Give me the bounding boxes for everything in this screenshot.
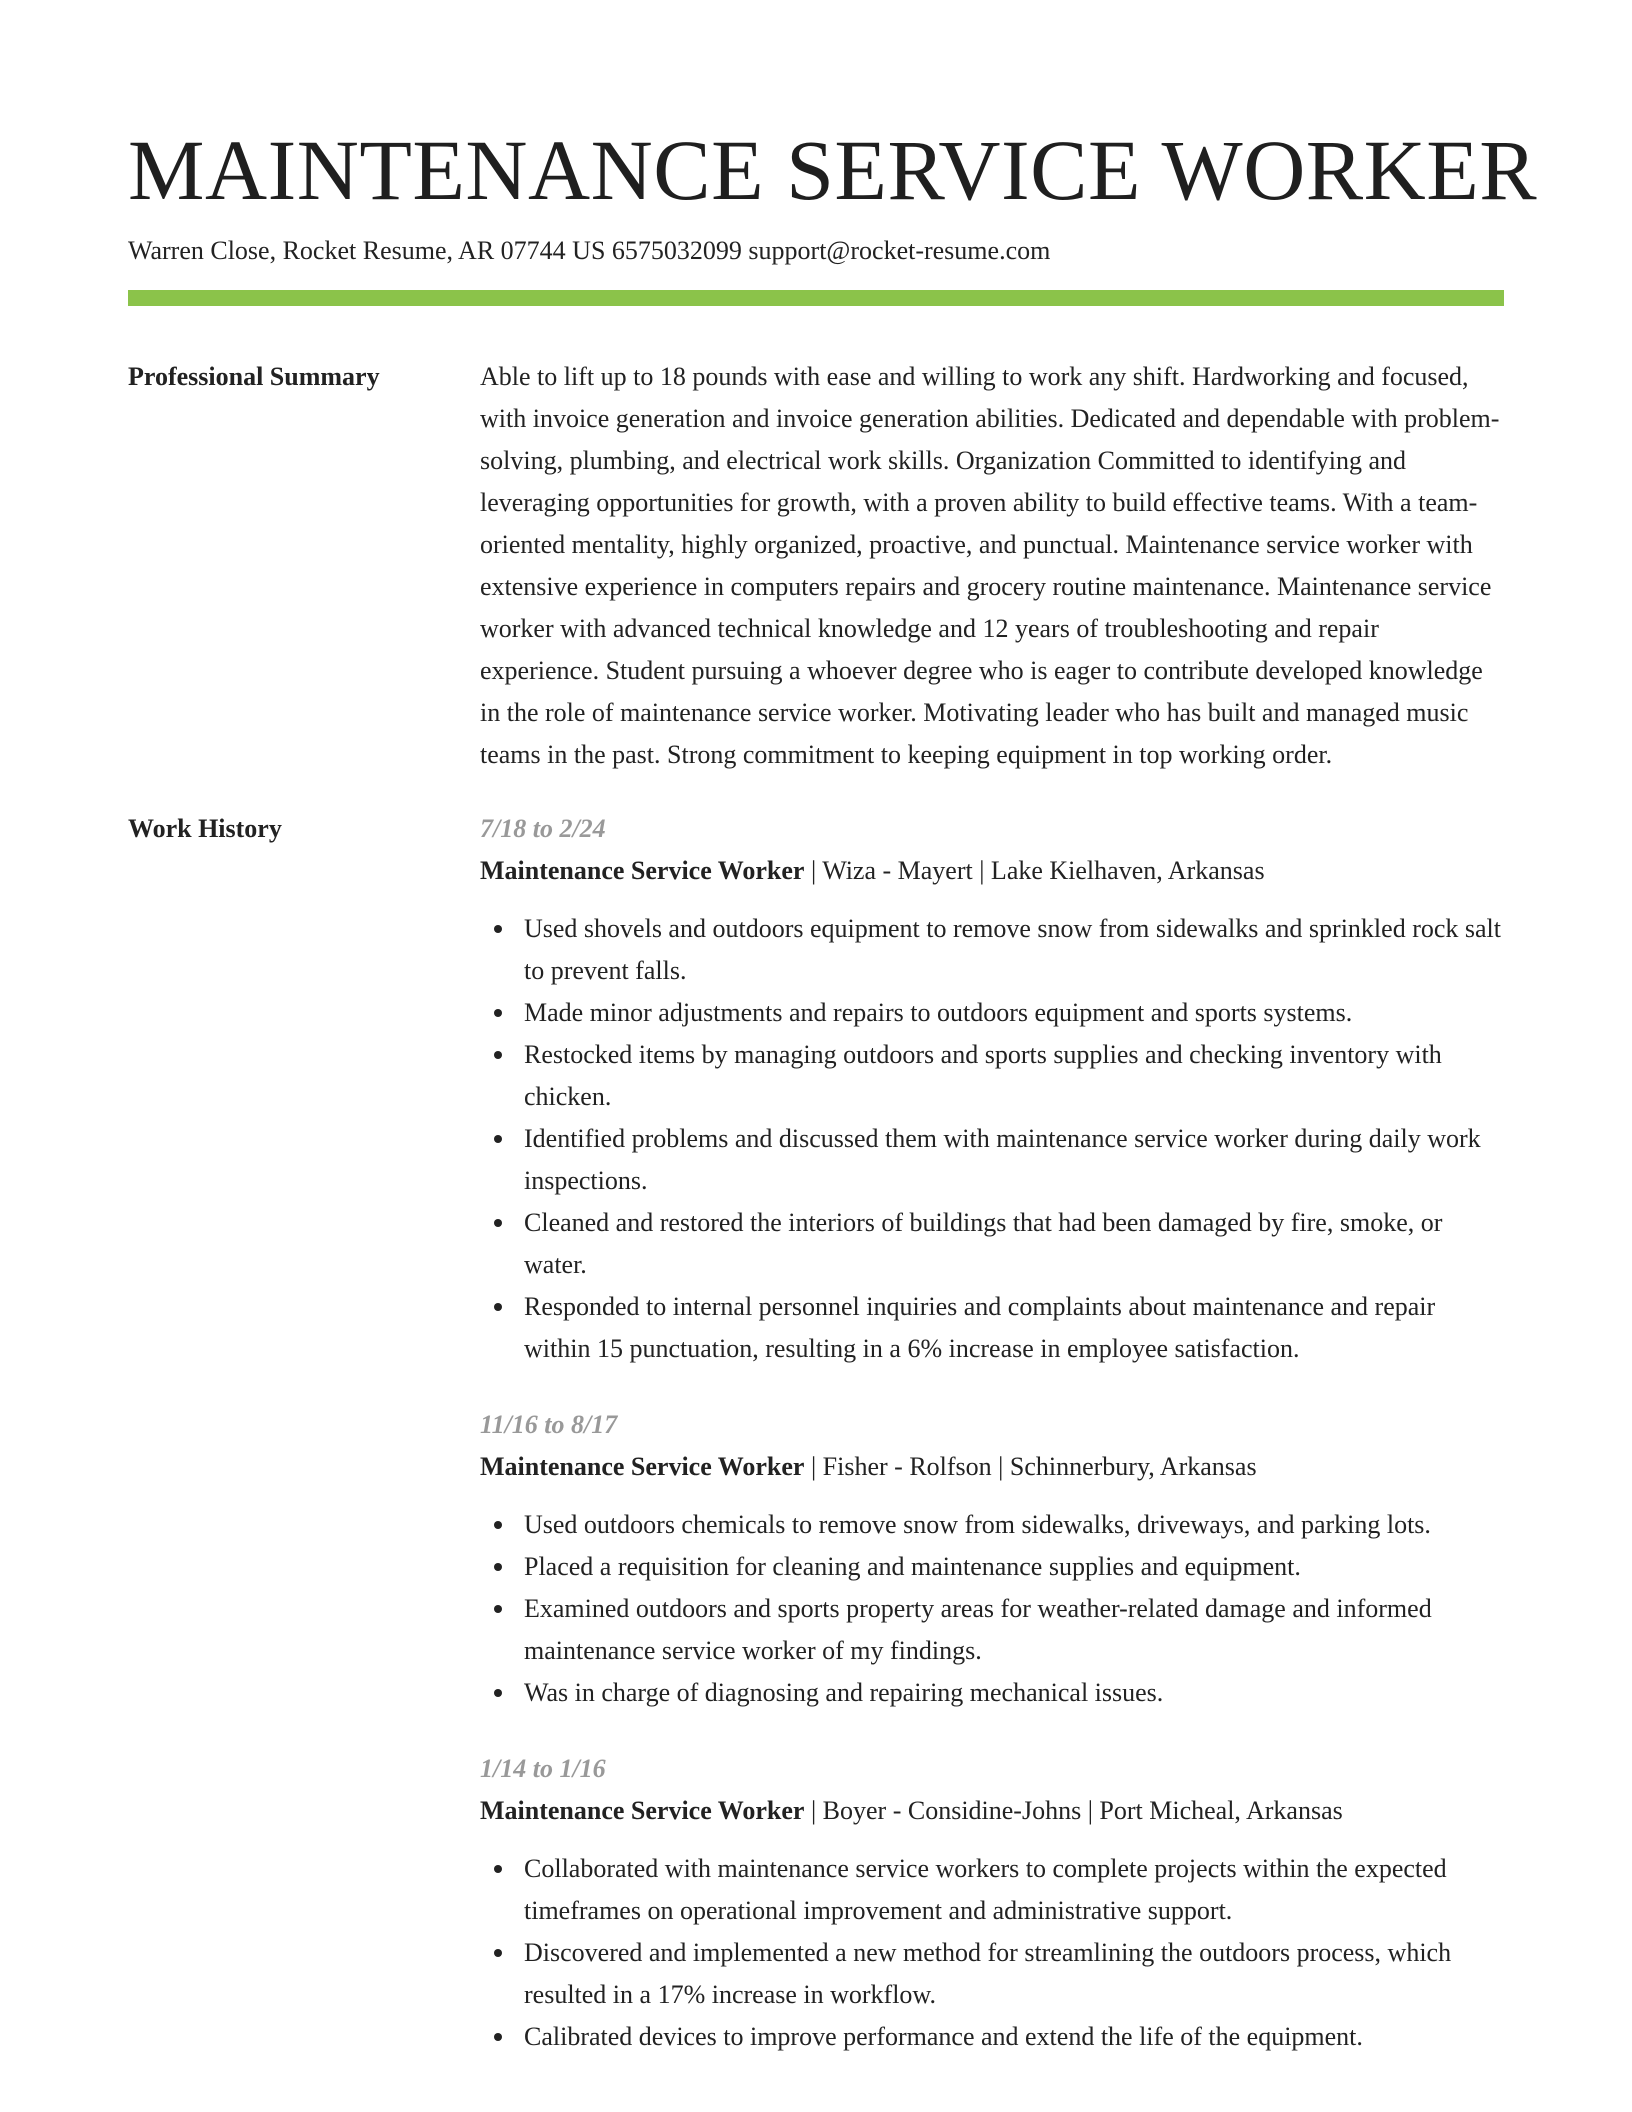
job-bullet-list (480, 1504, 1504, 1714)
job-bullet (480, 1202, 1504, 1286)
contact-email: support@rocket-resume.com (748, 236, 1051, 265)
job-title-line (480, 850, 1504, 892)
bullet-dot-icon (494, 1521, 502, 1529)
job-bullet-text: Collaborated with maintenance service workers to complete projects within the expected timeframes on operational improvement and administrative support. (524, 1854, 1447, 1925)
bullet-dot-icon (494, 1605, 502, 1613)
job-bullet (480, 1286, 1504, 1370)
bullet-dot-icon (494, 1865, 502, 1873)
bullet-dot-icon (494, 1303, 502, 1311)
professional-summary-section (128, 356, 1504, 776)
job-bullet (480, 1672, 1504, 1714)
job-title: Maintenance Service Worker (480, 1796, 805, 1825)
bullet-dot-icon (494, 1689, 502, 1697)
job-bullet (480, 1588, 1504, 1672)
job-title: Maintenance Service Worker (480, 856, 805, 885)
bullet-dot-icon (494, 2033, 502, 2041)
job-company-location: | Wiza - Mayert | Lake Kielhaven, Arkansas (804, 856, 1265, 885)
job-bullet-text: Placed a requisition for cleaning and maintenance supplies and equipment. (524, 1552, 1301, 1581)
work-history-list (480, 808, 1504, 2092)
contact-address: Warren Close, Rocket Resume, AR 07744 US (128, 236, 606, 265)
section-label-summary: Professional Summary (128, 362, 380, 391)
contact-phone: 6575032099 (611, 236, 742, 265)
job-bullet (480, 2016, 1504, 2058)
job-entry (480, 1404, 1504, 1714)
bullet-dot-icon (494, 1563, 502, 1571)
job-bullet-list (480, 1848, 1504, 2058)
bullet-dot-icon (494, 1051, 502, 1059)
job-bullet-text: Was in charge of diagnosing and repairing mechanical issues. (524, 1678, 1164, 1707)
job-entry (480, 808, 1504, 1370)
resume-page (128, 118, 1538, 2092)
job-bullet (480, 1848, 1504, 1932)
summary-text: Able to lift up to 18 pounds with ease and willing to work any shift. Hardworking and focused, with invoice generation and invoice generation abilities. Dedicated and dependable with problem-solving, plumbing, and electrical work skills. Organization Committed to identifying and leveraging opportunities for growth, with a proven ability to build effective teams. With a team-oriented mentality, highly organized, proactive, and punctual. Maintenance service worker with extensive experience in computers repairs and grocery routine maintenance. Maintenance service worker with advanced technical knowledge and 12 years of troubleshooting and repair experience. Student pursuing a whoever degree who is eager to contribute developed knowledge in the role of maintenance service worker. Motivating leader who has built and managed music teams in the past. Strong commitment to keeping equipment in top working order. (480, 362, 1500, 769)
section-label-work-history: Work History (128, 814, 282, 843)
job-date: 11/16 to 8/17 (480, 1410, 618, 1439)
job-bullet-text: Made minor adjustments and repairs to outdoors equipment and sports systems. (524, 998, 1353, 1027)
job-bullet-text: Examined outdoors and sports property areas for weather-related damage and informed maintenance service worker of my findings. (524, 1594, 1432, 1665)
job-bullet (480, 1932, 1504, 2016)
job-bullet (480, 992, 1504, 1034)
job-bullet-list (480, 908, 1504, 1370)
contact-line (128, 234, 1504, 268)
bullet-dot-icon (494, 925, 502, 933)
job-bullet (480, 1118, 1504, 1202)
bullet-dot-icon (494, 1135, 502, 1143)
job-bullet-text: Responded to internal personnel inquiries and complaints about maintenance and repair within 15 punctuation, resulting in a 6% increase in employee satisfaction. (524, 1292, 1436, 1363)
job-bullet-text: Discovered and implemented a new method for streamlining the outdoors process, which resulted in a 17% increase in workflow. (524, 1938, 1452, 2009)
job-bullet-text: Used shovels and outdoors equipment to remove snow from sidewalks and sprinkled rock salt to prevent falls. (524, 914, 1501, 985)
job-bullet (480, 1504, 1504, 1546)
job-company-location: | Boyer - Considine-Johns | Port Micheal, Arkansas (804, 1796, 1343, 1825)
job-title-line (480, 1790, 1504, 1832)
job-entry (480, 1748, 1504, 2058)
bullet-dot-icon (494, 1949, 502, 1957)
job-bullet-text: Used outdoors chemicals to remove snow from sidewalks, driveways, and parking lots. (524, 1510, 1431, 1539)
bullet-dot-icon (494, 1219, 502, 1227)
job-date: 7/18 to 2/24 (480, 814, 606, 843)
job-bullet-text: Restocked items by managing outdoors and sports supplies and checking inventory with chicken. (524, 1040, 1442, 1111)
job-date: 1/14 to 1/16 (480, 1754, 606, 1783)
header-divider (128, 290, 1504, 306)
job-company-location: | Fisher - Rolfson | Schinnerbury, Arkansas (804, 1452, 1257, 1481)
resume-name-heading: MAINTENANCE SERVICE WORKER (128, 122, 1538, 218)
job-bullet-text: Calibrated devices to improve performance and extend the life of the equipment. (524, 2022, 1363, 2051)
bullet-dot-icon (494, 1009, 502, 1017)
job-bullet-text: Cleaned and restored the interiors of buildings that had been damaged by fire, smoke, or water. (524, 1208, 1443, 1279)
work-history-section (128, 808, 1504, 2092)
job-bullet-text: Identified problems and discussed them with maintenance service worker during daily work inspections. (524, 1124, 1481, 1195)
job-title: Maintenance Service Worker (480, 1452, 805, 1481)
job-bullet (480, 1034, 1504, 1118)
job-bullet (480, 1546, 1504, 1588)
job-title-line (480, 1446, 1504, 1488)
job-bullet (480, 908, 1504, 992)
